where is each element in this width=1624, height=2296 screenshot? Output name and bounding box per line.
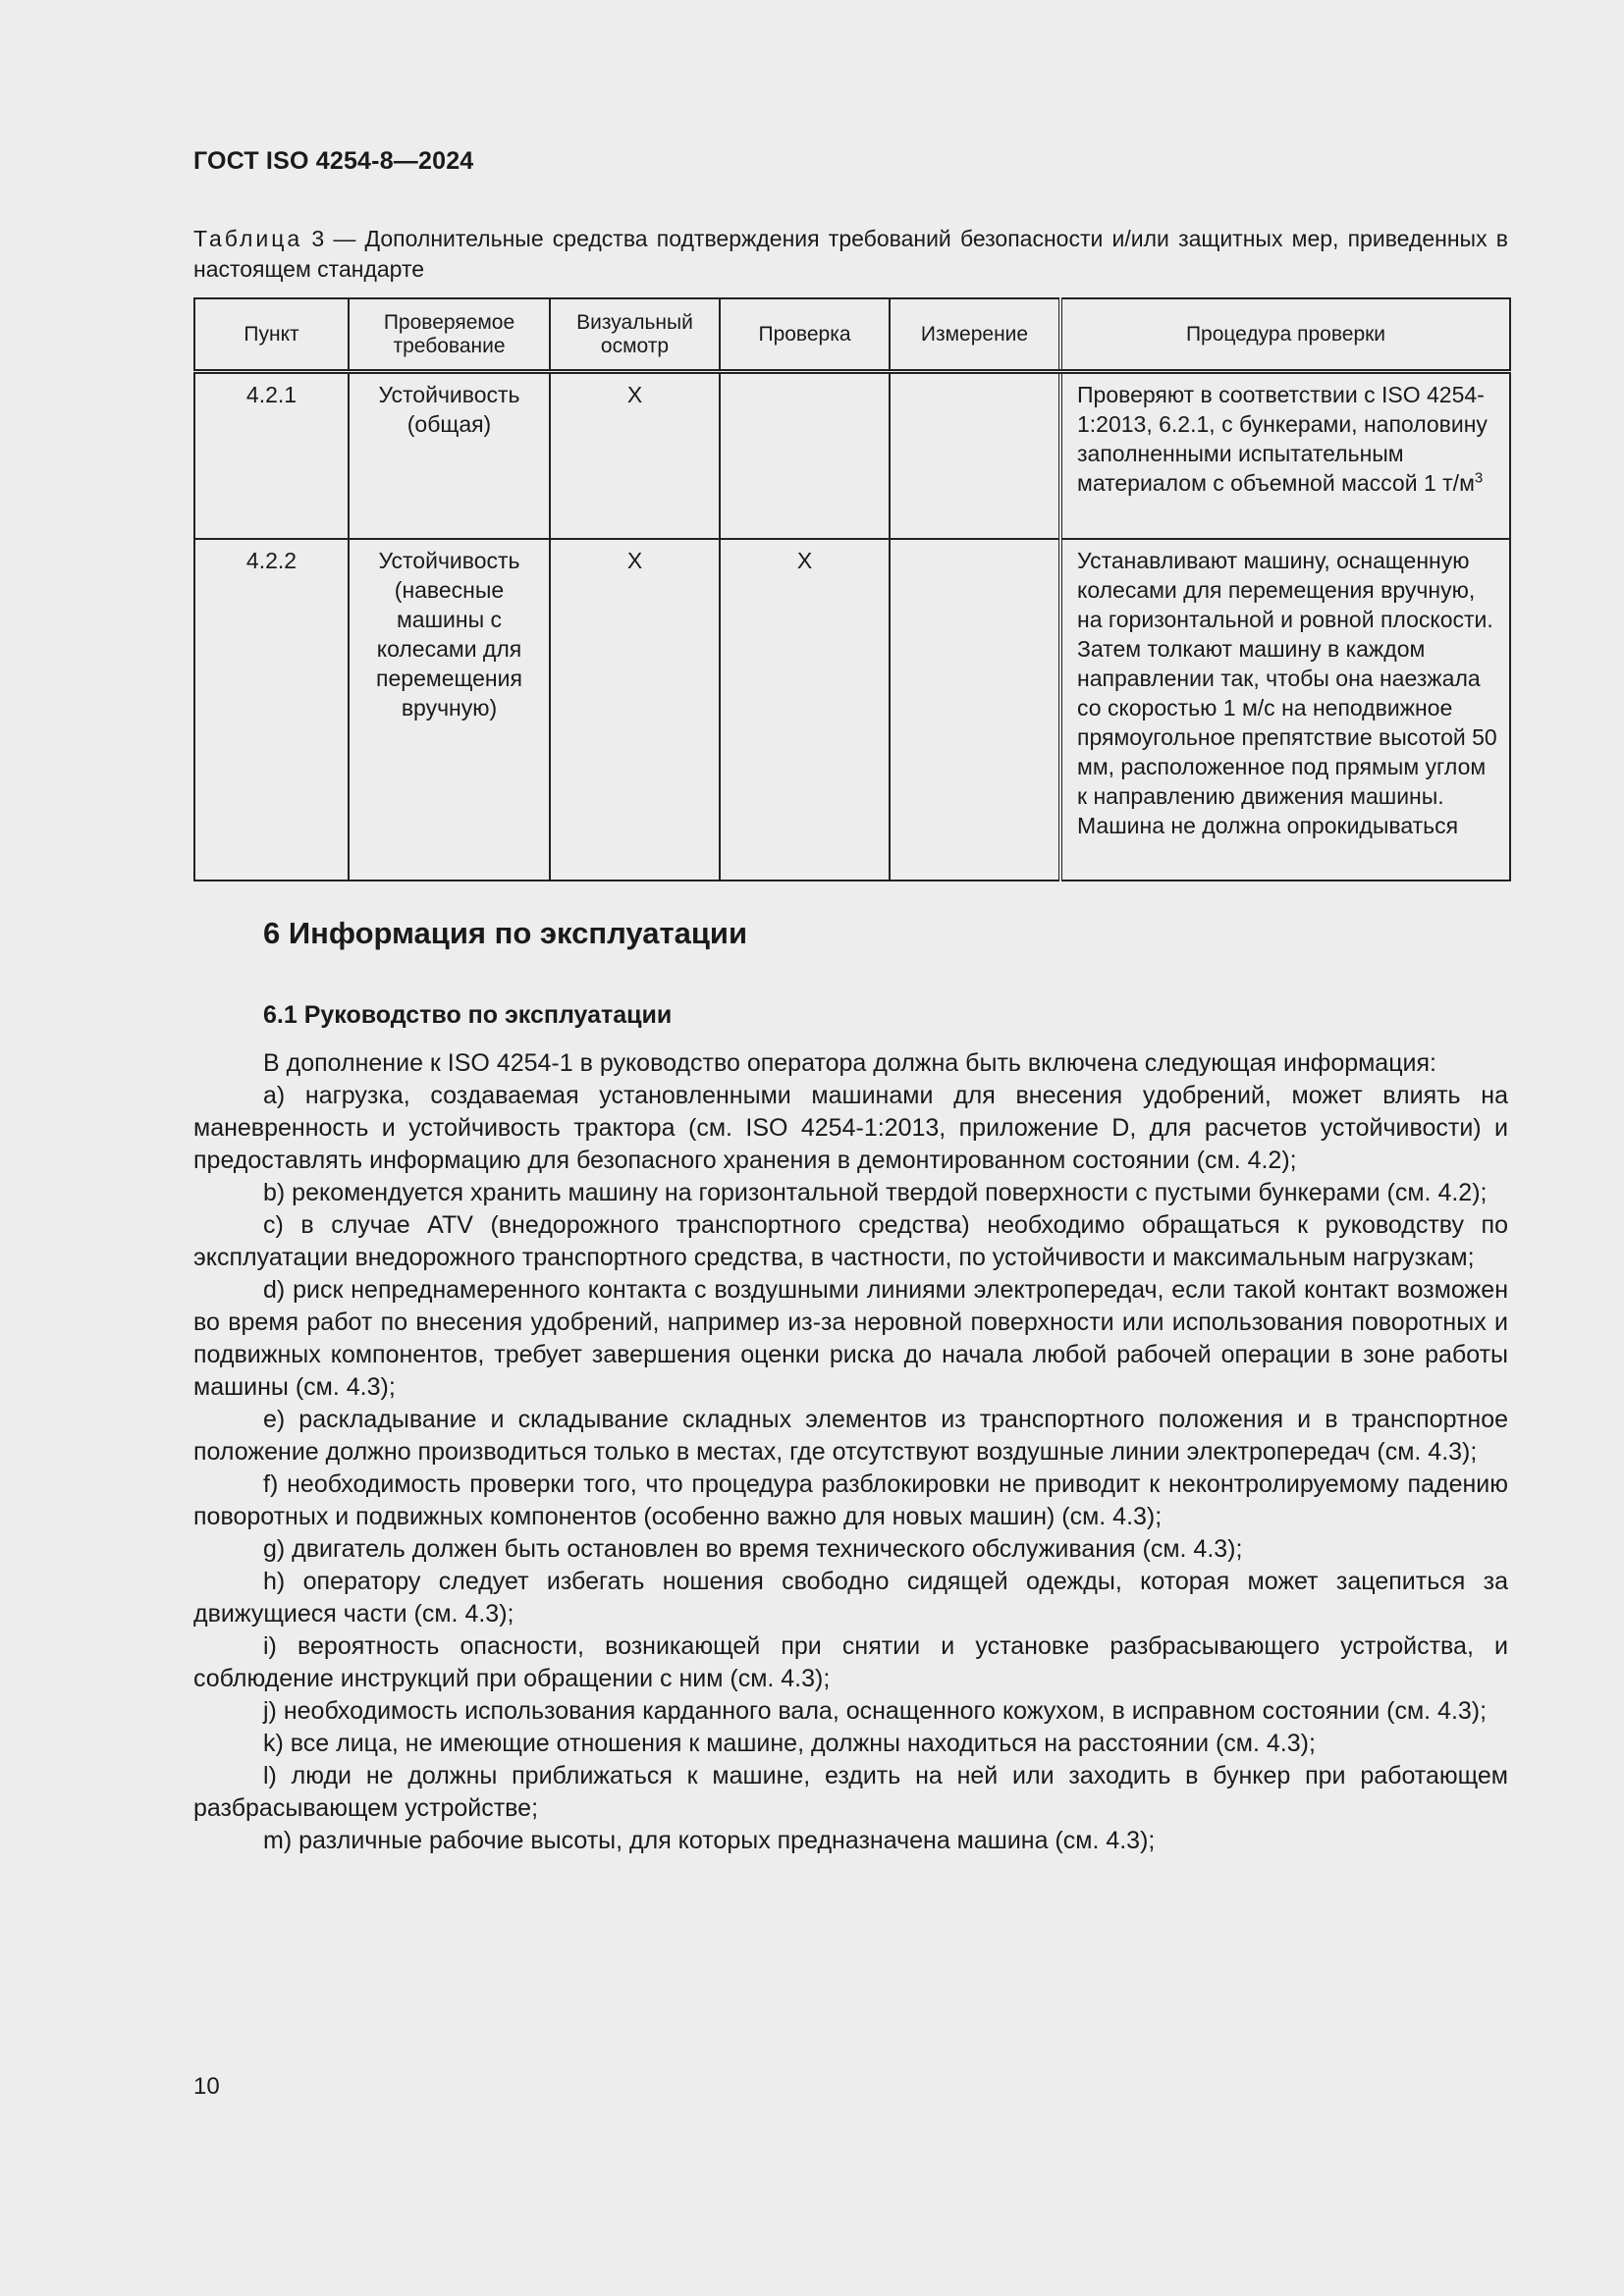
list-item: e) раскладывание и складывание складных элементов из транспортного положения и в транспортное положение должно производиться только в местах, где отсутствуют воздушные линии электропередач (см. 4.3); — [193, 1406, 1508, 1466]
list-item: d) риск непреднамеренного контакта с воздушными линиями электропередач, если такой контакт возможен во время работ по внесения удобрений, например из-за неровной поверхности или использования поворотных и подвижных компонентов, требует завершения оценки риска до начала любой рабочей операции в зоне работы машины (см. 4.3); — [193, 1276, 1508, 1401]
cell-measure — [890, 539, 1060, 881]
procedure-superscript: 3 — [1474, 469, 1484, 487]
cell-check: X — [720, 539, 890, 881]
section-title: 6 Информация по эксплуатации — [263, 916, 748, 950]
header-requirement: Проверяемое требование — [349, 298, 550, 372]
header-procedure: Процедура проверки — [1060, 298, 1510, 372]
cell-check — [720, 372, 890, 539]
cell-requirement: Устойчивость (общая) — [349, 372, 550, 539]
header-check: Проверка — [720, 298, 890, 372]
table-row — [194, 539, 1510, 881]
paragraph: В дополнение к ISO 4254-1 в руководство оператора должна быть включена следующая информация: — [263, 1049, 1436, 1077]
table-row — [194, 372, 1510, 539]
cell-measure — [890, 372, 1060, 539]
header-clause: Пункт — [194, 298, 349, 372]
list-item: l) люди не должны приближаться к машине, ездить на ней или заходить в бункер при работающем разбрасывающем устройстве; — [193, 1762, 1508, 1822]
table-caption-text: 3 — Дополнительные средства подтверждения требований безопасности и/или защитных мер, приведенных в настоящем стандарте — [193, 226, 1508, 282]
cell-procedure — [1060, 372, 1510, 539]
list-item: i) вероятность опасности, возникающей при снятии и установке разбрасывающего устройства, и соблюдение инструкций при обращении с ним (см. 4.3); — [193, 1632, 1508, 1692]
list-item: k) все лица, не имеющие отношения к машине, должны находиться на расстоянии (см. 4.3); — [263, 1730, 1316, 1757]
body-text — [193, 1047, 1508, 1857]
page-number: 10 — [193, 2073, 220, 2100]
header-measurement: Измерение — [890, 298, 1060, 372]
document-header: ГОСТ ISO 4254-8—2024 — [193, 147, 474, 175]
table-header-row — [194, 298, 1510, 372]
cell-visual: X — [550, 372, 720, 539]
list-item: g) двигатель должен быть остановлен во время технического обслуживания (см. 4.3); — [263, 1535, 1243, 1563]
table-caption — [193, 224, 1508, 285]
table-caption-label: Таблица — [193, 226, 303, 251]
list-item: m) различные рабочие высоты, для которых предназначена машина (см. 4.3); — [263, 1827, 1156, 1854]
procedure-text: Проверяют в соответствии с ISO 4254-1:2013, 6.2.1, с бункерами, наполовину заполненными испытательным материалом с объемной массой 1 т/м — [1077, 382, 1488, 496]
requirements-table — [193, 297, 1511, 881]
subsection-title: 6.1 Руководство по эксплуатации — [263, 1001, 673, 1029]
list-item: f) необходимость проверки того, что процедура разблокировки не приводит к неконтролируемому падению поворотных и подвижных компонентов (особенно важно для новых машин) (см. 4.3); — [193, 1470, 1508, 1530]
header-visual-inspection: Визуальный осмотр — [550, 298, 720, 372]
cell-requirement: Устойчивость (навесные машины с колесами для перемещения вручную) — [349, 539, 550, 881]
cell-clause: 4.2.2 — [194, 539, 349, 881]
cell-clause: 4.2.1 — [194, 372, 349, 539]
cell-procedure: Устанавливают машину, оснащенную колесами для перемещения вручную, на горизонтальной и ровной плоскости. Затем толкают машину в каждом направлении так, чтобы она наезжала со скоростью 1 м/с на неподвижное прямоугольное препятствие высотой 50 мм, расположенное под прямым углом к направлению движения машины. Машина не должна опрокидываться — [1060, 539, 1510, 881]
list-item: j) необходимость использования карданного вала, оснащенного кожухом, в исправном состоянии (см. 4.3); — [263, 1697, 1488, 1725]
list-item: b) рекомендуется хранить машину на горизонтальной твердой поверхности с пустыми бункерами (см. 4.2); — [263, 1179, 1488, 1206]
list-item: c) в случае ATV (внедорожного транспортного средства) необходимо обращаться к руководству по эксплуатации внедорожного транспортного средства, в частности, по устойчивости и максимальным нагрузкам; — [193, 1211, 1508, 1271]
list-item: a) нагрузка, создаваемая установленными машинами для внесения удобрений, может влиять на маневренность и устойчивость трактора (см. ISO 4254-1:2013, приложение D, для расчетов устойчивости) и предоставлять информацию для безопасного хранения в демонтированном состоянии (см. 4.2); — [193, 1082, 1508, 1174]
list-item: h) оператору следует избегать ношения свободно сидящей одежды, которая может зацепиться за движущиеся части (см. 4.3); — [193, 1568, 1508, 1628]
cell-visual: X — [550, 539, 720, 881]
